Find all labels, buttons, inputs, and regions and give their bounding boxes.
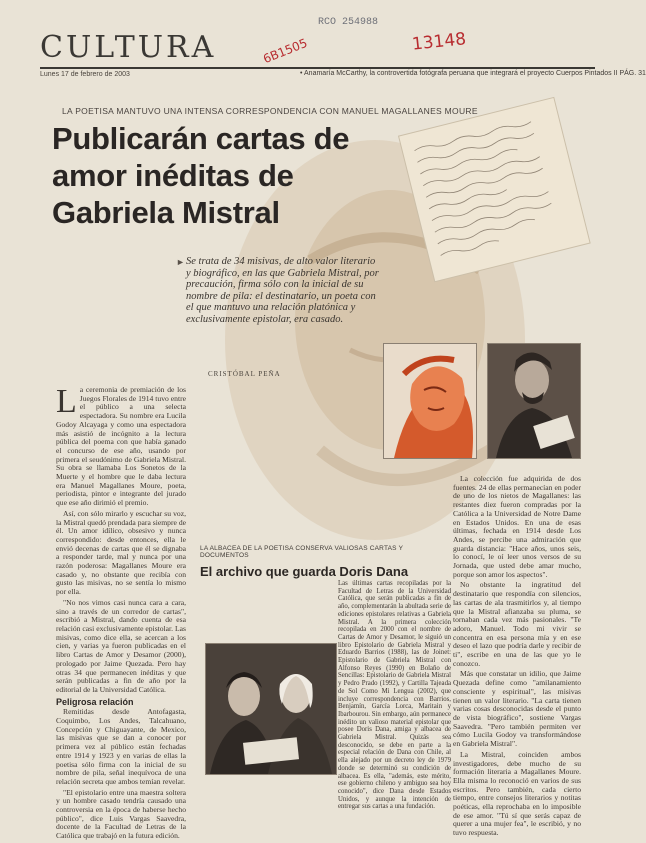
column-1-paragraph-4: Remitidas desde Antofagasta, Coquimbo, Los Andes, Talcahuano, Concepción y Chiguayante, de Mexico, las misivas que se dan a conocer por primera vez al público están fechadas entre 1914 y 1923 y en varias de ellas la poetisa sólo firma con la inicial de su nombre de pila, señal inequívoca de una relación secreta que ambos temían revelar. (56, 707, 186, 786)
column-1-paragraph-1: a ceremonia de premiación de los Juegos Florales de 1914 tuvo entre el público a una selecta espectadora. Su nombre era Lucila Godoy Alcayaga y como una espectadora más asistió de incógnito a la lectura pública del poema con que había ganado el concurso de ese año, usando por primera el seudónimo de Gabriela Mistral. Su obra se llamaba Los Sonetos de la Muerte y el hombre que le daba lectura era Manuel Magallanes Moure, poeta, periodista, pintor e integrante del jurado que ese año dirimió el premio. (56, 385, 186, 508)
cross-reference: • Anamaría McCarthy, la controvertida fotógrafa peruana que integrará el proyecto Cuerpos Pintados II PÁG. 31 (300, 70, 646, 77)
section-title: CULTURA (40, 30, 217, 65)
column-2-paragraph-4: La Mistral, coinciden ambos investigadores, debe mucho de su formación literaria a Magallanes Moure. Ella misma lo reconoció en varios de sus escritos. Pero también, cada cierto tiempo, entre consejos literarios y notitas poéticas, ella reprochaba en lo imposible de ese amor. "Tú sí que serás capaz de querer a una mujer fea", le escribió, y no tuvo respuesta. (453, 749, 581, 838)
mistral-drawing-image (383, 343, 477, 459)
article-kicker: LA POETISA MANTUVO UNA INTENSA CORRESPONDENCIA CON MANUEL MAGALLANES MOURE (62, 106, 478, 116)
doris-dana-photo-image (205, 643, 337, 775)
sidebar-title: El archivo que guarda Doris Dana (200, 564, 409, 579)
lead-arrow-icon: ► (176, 257, 185, 267)
masthead-rule (40, 67, 595, 69)
archive-stamp: RCO 254988 (318, 17, 379, 28)
article-column-1 (56, 383, 186, 843)
column-1-subhead: Peligrosa relación (56, 696, 134, 707)
handwritten-letter-image (405, 100, 590, 285)
handwritten-code: 6B1505 (261, 35, 310, 67)
column-2-paragraph-3: Más que constatar un idilio, que Jaime Quezada define como "amilanamiento consciente y espiritual", las misivas tienen un valor literario. "La carta tienen varias cosas desconocidas desde el punto de vista biográfico", sostiene Vargas Saavedra. "Pero también permiten ver cómo Lucila Godoy va transformándose en Gabriela Mistral". (453, 669, 581, 749)
column-1-paragraph-2: Así, con sólo mirarlo y escuchar su voz, la Mistral quedó prendada para siempre de él. Un amor idílico, obsesivo y nunca correspondido: desde entonces, ella le envió decenas de cartas que él se dignaba a responder tarde, mal y nunca por una razón poderosa: Magallanes Moure era casado y, no obstante que recibía con gusto las misivas, no se sentía lo mismo por ella. (56, 508, 186, 597)
sidebar-body: Las últimas cartas recopiladas por la Facultad de Letras de la Universidad Católica, que serán publicadas a fin de año, complementarán la abultada serie de ediciones epistolares relativas a Gabriela Mistral. A la primera colección recopilada en 2000 con el nombre de Cartas de Amor y Desamor, le siguió un libro Epistolario de Gabriela Mistral y Eduardo Barrios (1988), las de Joinet: Epistolario de Gabriela Mistral con Alfonso Reyes (1990) en Bolaño de Sencillas: Epistolario de Gabriela Mistral y Pedro Prado (1992), y Cartilla Tajeada de Sol Como Mi Lengua (2002), que incluye correspondencia con Barrios, Benjamín, García Lorca, Maritain y Ibarbourou. Sin embargo, aún permanece inédito un valioso material epistolar que posee Doris Dana, amiga y albacea de Gabriela Mistral. Quizás sea desconocido, se debe en parte a la especial relación de Dana con Chile, al ella alejado por un decreto ley de 1979 donde se determinó su condición de albacea. Es ella, "además, este mérito, ese gobierno chileno y ambiguo sea hoy conocido", dice Dana desde Estados Unidos, y aunque la intención de entregar sus cartas a una fundación. (338, 580, 451, 811)
column-2-paragraph-2: No obstante la ingratitud del destinatario que respondía con silencios, las cartas de ala trasmitirlos y, al tiempo que la Mistral afianzaba su pluma, se tornaban cada vez más pasionales. "Te adoro, Manuel. Todo mi vivir se concentra en esa persona mía y en ese deseo el lazo que podría darle y recibir de ti", escribe en una de las que yo le conozco. (453, 580, 581, 668)
magallanes-photo-image (487, 343, 581, 459)
column-1-paragraph-5: "El epistolario entre una maestra soltera y un hombre casado tendría causado una controversia en la época de haberse hecho público", dice Luis Vargas Saavedra, docente de la Facultad de Letras de la Católica que trabajó en la futura edición. (56, 787, 186, 841)
column-1-paragraph-3: "No nos vimos casi nunca cara a cara, sino a través de un corredor de cartas", escribió a Mistral, dando cuenta de esa relación casi exclusivamente epistolar. Las misivas, como dice ella, se acercan a los cien, y varias ya fueron publicadas en el libro Cartas de Amor y Desamor (2000), prologado por Jaime Quezada. Pero hay otras 34 que permanecen inéditas y que serán publicadas a fin de año por la editorial de la Universidad Católica. (56, 597, 186, 694)
article-lead: Se trata de 34 misivas, de alto valor literario y biográfico, en las que Gabriela Mistral, por precaución, firma sólo con la inicial de su nombre de pila: el destinatario, un poeta con el que mantuvo una relación platónica y exclusivamente epistolar, era casado. (186, 256, 379, 325)
article-column-2 (453, 475, 581, 840)
drop-cap: L (56, 383, 77, 420)
article-headline: Publicarán cartas de amor inéditas de Gabriela Mistral (52, 121, 350, 230)
column-2-paragraph-1: La colección fue adquirida de dos fuentes. 24 de ellas permanecían en poder de uno de los nietos de Magallanes: las restantes diez fueron compradas por la Católica a la Universidad de Notre Dame en Estados Unidos. En una de esas últimas, fechada en 1914 desde Los Andes, se percibe una admiración que guarda distancia: "Hace años, unos seis, lo conocí, le oí leer unos versos de su Jornada, que usted debe amar mucho, porque son amor los aspectos". (453, 474, 581, 579)
handwritten-number: 13148 (411, 29, 467, 55)
sidebar-kicker: LA ALBACEA DE LA POETISA CONSERVA VALIOSAS CARTAS Y DOCUMENTOS (200, 545, 404, 559)
byline: CRISTÓBAL PEÑA (208, 370, 281, 378)
dateline: Lunes 17 de febrero de 2003 (40, 71, 130, 78)
